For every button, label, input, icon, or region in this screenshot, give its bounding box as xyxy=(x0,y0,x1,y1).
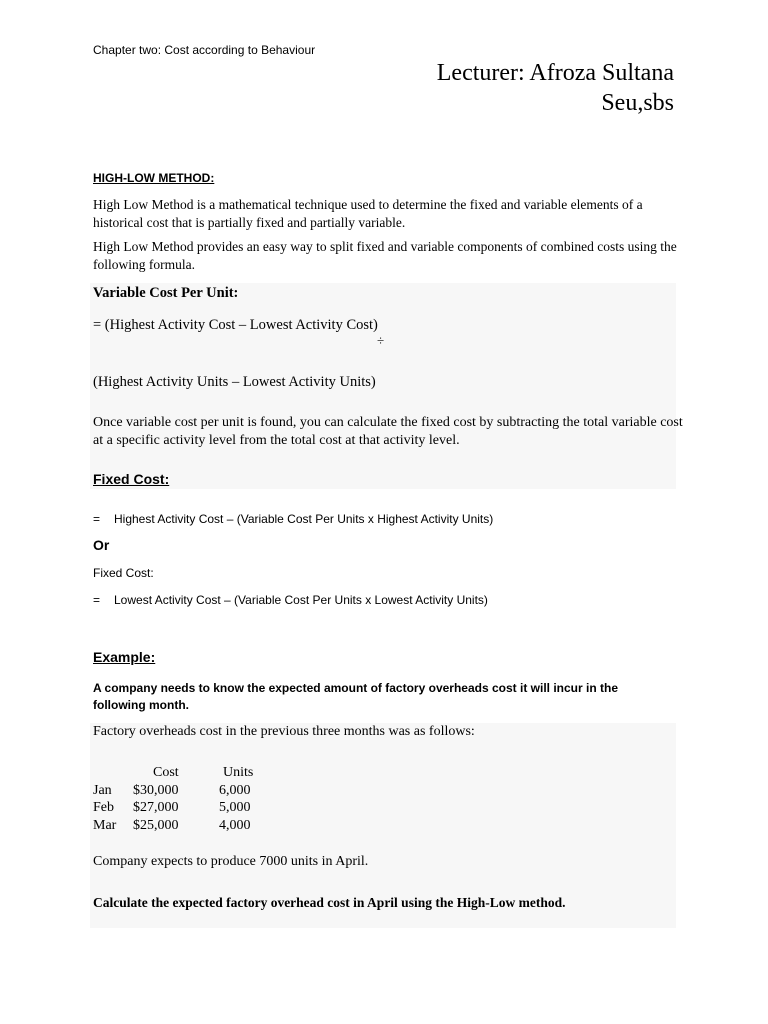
fixed-cost-label: Fixed Cost: xyxy=(93,566,154,580)
divide-symbol: ÷ xyxy=(377,333,385,348)
table-row xyxy=(93,799,283,817)
table-row xyxy=(93,817,283,835)
units-cell: 6,000 xyxy=(219,782,251,798)
fixed-cost-formula-high xyxy=(93,512,493,526)
cost-column-header: Cost xyxy=(153,765,179,780)
example-question: Calculate the expected factory overhead cost in April using the High-Low method. xyxy=(93,895,566,910)
formula-text: Highest Activity Cost – (Variable Cost Per Units x Highest Activity Units) xyxy=(114,512,494,526)
high-low-heading: HIGH-LOW METHOD: xyxy=(93,171,215,185)
fixed-cost-explanation: Once variable cost per unit is found, you can calculate the fixed cost by subtracting the total variable cost at a specific activity level from the total cost at that activity level. xyxy=(93,415,683,448)
cost-cell: $30,000 xyxy=(133,782,179,798)
example-heading: Example: xyxy=(93,649,156,665)
table-row xyxy=(93,782,283,800)
high-low-definition: High Low Method is a mathematical technique used to determine the fixed and variable elements of a historical cost that is partially fixed and partially variable. xyxy=(93,197,643,230)
table-header-row xyxy=(93,764,283,782)
cost-cell: $27,000 xyxy=(133,800,179,815)
formula-denominator: (Highest Activity Units – Lowest Activity Units) xyxy=(93,374,376,390)
variable-cost-heading: Variable Cost Per Unit: xyxy=(93,285,239,301)
equals-symbol: = xyxy=(93,593,101,607)
month-cell: Mar xyxy=(93,817,117,833)
cost-table xyxy=(93,764,283,834)
units-cell: 4,000 xyxy=(219,817,251,833)
fixed-cost-heading: Fixed Cost: xyxy=(93,471,170,487)
month-column-header xyxy=(93,764,133,782)
fixed-cost-formula-low xyxy=(93,593,488,607)
or-separator: Or xyxy=(93,537,110,553)
equals-symbol: = xyxy=(93,512,101,526)
high-low-usage: High Low Method provides an easy way to split fixed and variable components of combined costs using the following formula. xyxy=(93,239,677,272)
department-label: Seu,sbs xyxy=(601,90,674,116)
units-cell: 5,000 xyxy=(219,800,251,815)
formula-numerator: = (Highest Activity Cost – Lowest Activity Cost) xyxy=(93,317,378,333)
cost-cell: $25,000 xyxy=(133,817,179,833)
production-expectation: Company expects to produce 7000 units in April. xyxy=(93,854,369,869)
units-column-header: Units xyxy=(223,765,254,780)
chapter-title: Chapter two: Cost according to Behaviour xyxy=(93,43,316,57)
table-intro: Factory overheads cost in the previous three months was as follows: xyxy=(93,724,475,739)
month-cell: Jan xyxy=(93,782,112,798)
formula-text: Lowest Activity Cost – (Variable Cost Per Units x Lowest Activity Units) xyxy=(114,593,488,607)
lecturer-name: Lecturer: Afroza Sultana xyxy=(436,60,674,86)
month-cell: Feb xyxy=(93,800,114,815)
example-intro: A company needs to know the expected amount of factory overheads cost it will incur in the following month. xyxy=(93,681,618,712)
